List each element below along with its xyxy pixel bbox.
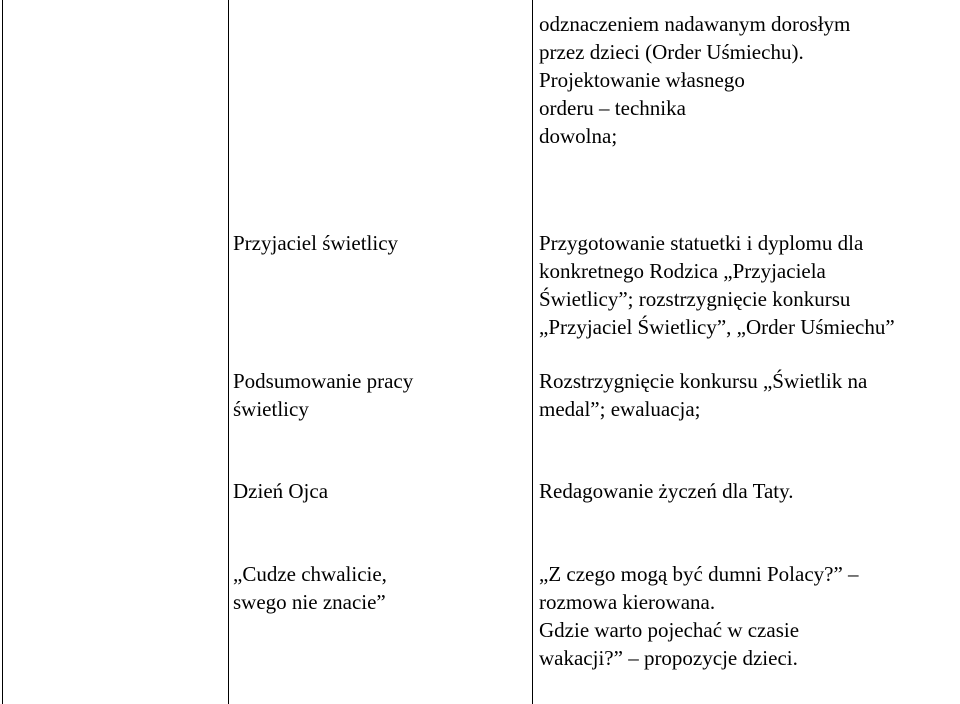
table-cell-content: Rozstrzygnięcie konkursu „Świetlik na medal”; ewaluacja; [539,369,868,421]
table-border-col1 [228,0,229,704]
table-cell-content: „Z czego mogą być dumni Polacy?” – rozmowa kierowana. Gdzie warto pojechać w czasie wakacji?” – propozycje dzieci. [539,562,859,670]
table-cell-content: Redagowanie życzeń dla Taty. [539,479,794,503]
table-border-col2 [532,0,533,704]
table-border-left [2,0,3,704]
table-cell-topic: „Cudze chwalicie, swego nie znacie” [233,562,387,614]
table-cell-topic: Podsumowanie pracy świetlicy [233,369,414,421]
table-cell-topic: Dzień Ojca [233,479,329,503]
table-cell-topic: Przyjaciel świetlicy [233,231,399,255]
table-cell-content: odznaczeniem nadawanym dorosłym przez dzieci (Order Uśmiechu). Projektowanie własnego orderu – technika dowolna; [539,12,851,148]
table-cell-content: Przygotowanie statuetki i dyplomu dla konkretnego Rodzica „Przyjaciela Świetlicy”; rozstrzygnięcie konkursu „Przyjaciel Świetlicy”, „Order Uśmiechu” [539,231,895,339]
